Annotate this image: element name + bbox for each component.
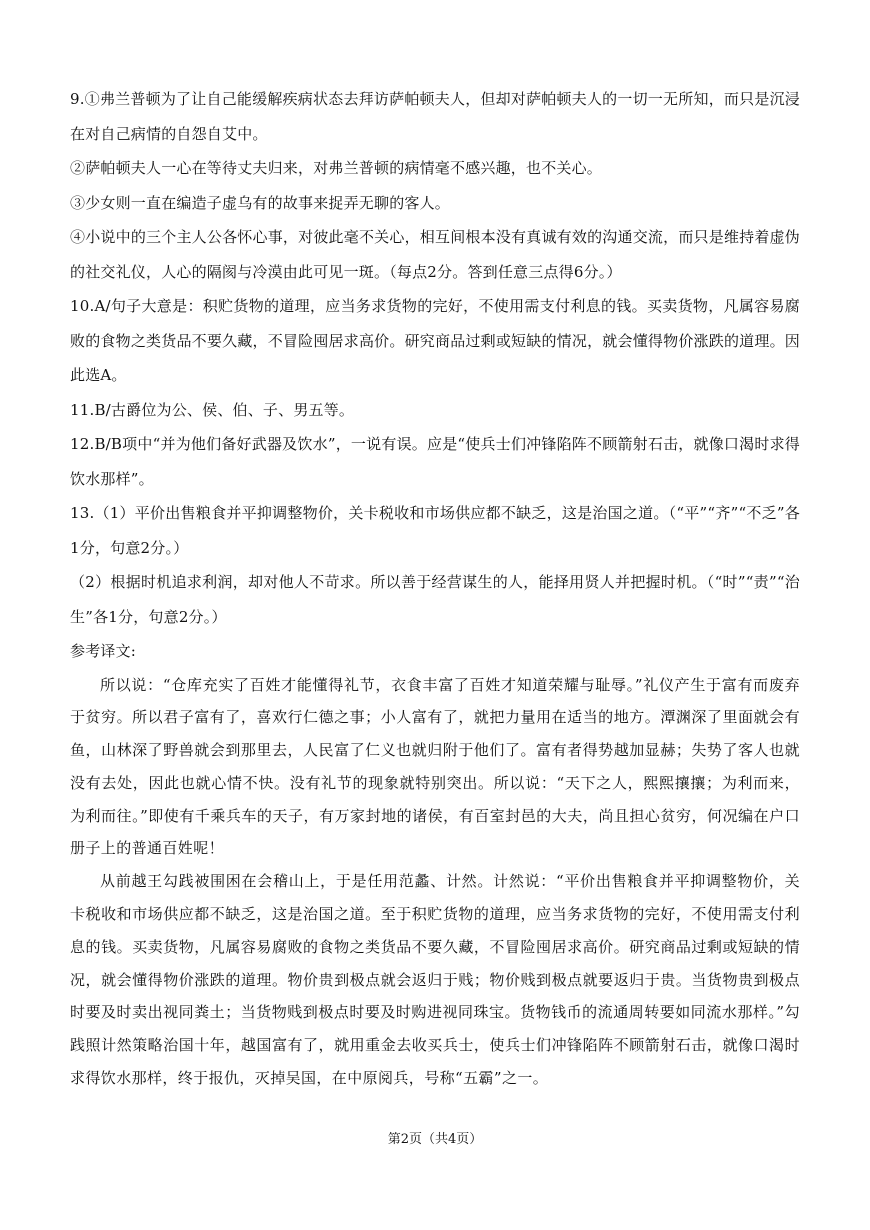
answer-q12: 12.B/B项中“并为他们备好武器及饮水”，一说有误。应是“使兵士们冲锋陷阵不顾箭射石击，就像口渴时求得饮水那样”。	[70, 435, 800, 488]
translation-paragraph-2: 从前越王勾践被围困在会稽山上，于是任用范蠡、计然。计然说：“平价出售粮食并平抑调整物价，关卡税收和市场供应都不缺乏，这是治国之道。至于积贮货物的道理，应当务求货物的完好，不使用需支付利息的钱。买卖货物，凡属容易腐败的食物之类货品不要久藏，不冒险囤居求高价。研究商品过剩或短缺的情况，就会懂得物价涨跌的道理。物价贵到极点就会返归于贱；物价贱到极点就要返归于贵。当货物贵到极点时要及时卖出视同粪土；当货物贱到极点时要及时购进视同珠宝。货物钱币的流通周转要如同流水那样。”勾践照计然策略治国十年，越国富有了，就用重金去收买兵士，使兵士们冲锋陷阵不顾箭射石击，就像口渴时求得饮水那样，终于报仇，灭掉吴国，在中原阅兵，号称“五霸”之一。	[70, 872, 800, 1088]
answer-q9-point-4: ④小说中的三个主人公各怀心事，对彼此毫不关心，相互间根本没有真诚有效的沟通交流，而只是维持着虚伪的社交礼仪，人心的隔阂与冷漠由此可见一斑。（每点2分。答到任意三点得6分。）	[70, 228, 800, 281]
answer-document	[70, 82, 800, 1095]
translation-heading: 参考译文:	[70, 642, 137, 660]
answer-q10: 10.A/句子大意是：积贮货物的道理，应当务求货物的完好，不使用需支付利息的钱。买卖货物，凡属容易腐败的食物之类货品不要久藏，不冒险囤居求高价。研究商品过剩或短缺的情况，就会懂得物价涨跌的道理。因此选A。	[70, 297, 800, 384]
answer-q9-point-1: 9.①弗兰普顿为了让自己能缓解疾病状态去拜访萨帕顿夫人，但却对萨帕顿夫人的一切一无所知，而只是沉浸在对自己病情的自怨自艾中。	[70, 90, 800, 143]
answer-q13-part-2: （2）根据时机追求利润，却对他人不苛求。所以善于经营谋生的人，能择用贤人并把握时机。（“时”“责”“治生”各1分，句意2分。）	[70, 573, 800, 626]
answer-q11: 11.B/古爵位为公、侯、伯、子、男五等。	[70, 400, 355, 419]
page-footer: 第2页（共4页）	[387, 1132, 483, 1147]
answer-q9-point-3: ③少女则一直在编造子虚乌有的故事来捉弄无聊的客人。	[70, 193, 451, 212]
answer-q9-point-2: ②萨帕顿夫人一心在等待丈夫归来，对弗兰普顿的病情毫不感兴趣，也不关心。	[70, 159, 603, 177]
answer-q13-part-1: 13.（1）平价出售粮食并平抑调整物价，关卡税收和市场供应都不缺乏，这是治国之道。（“平”“齐”“不乏”各1分，句意2分。）	[70, 504, 800, 557]
translation-paragraph-1: 所以说：“仓库充实了百姓才能懂得礼节，衣食丰富了百姓才知道荣耀与耻辱。”礼仪产生于富有而废弃于贫穷。所以君子富有了，喜欢行仁德之事；小人富有了，就把力量用在适当的地方。潭渊深了里面就会有鱼，山林深了野兽就会到那里去，人民富了仁义也就归附于他们了。富有者得势越加显赫；失势了客人也就没有去处，因此也就心情不快。没有礼节的现象就特别突出。所以说：“天下之人，熙熙攘攘；为利而来，为利而往。”即使有千乘兵车的天子，有万家封地的诸侯，有百室封邑的大夫，尚且担心贫穷，何况编在户口册子上的普通百姓呢！	[70, 675, 800, 858]
